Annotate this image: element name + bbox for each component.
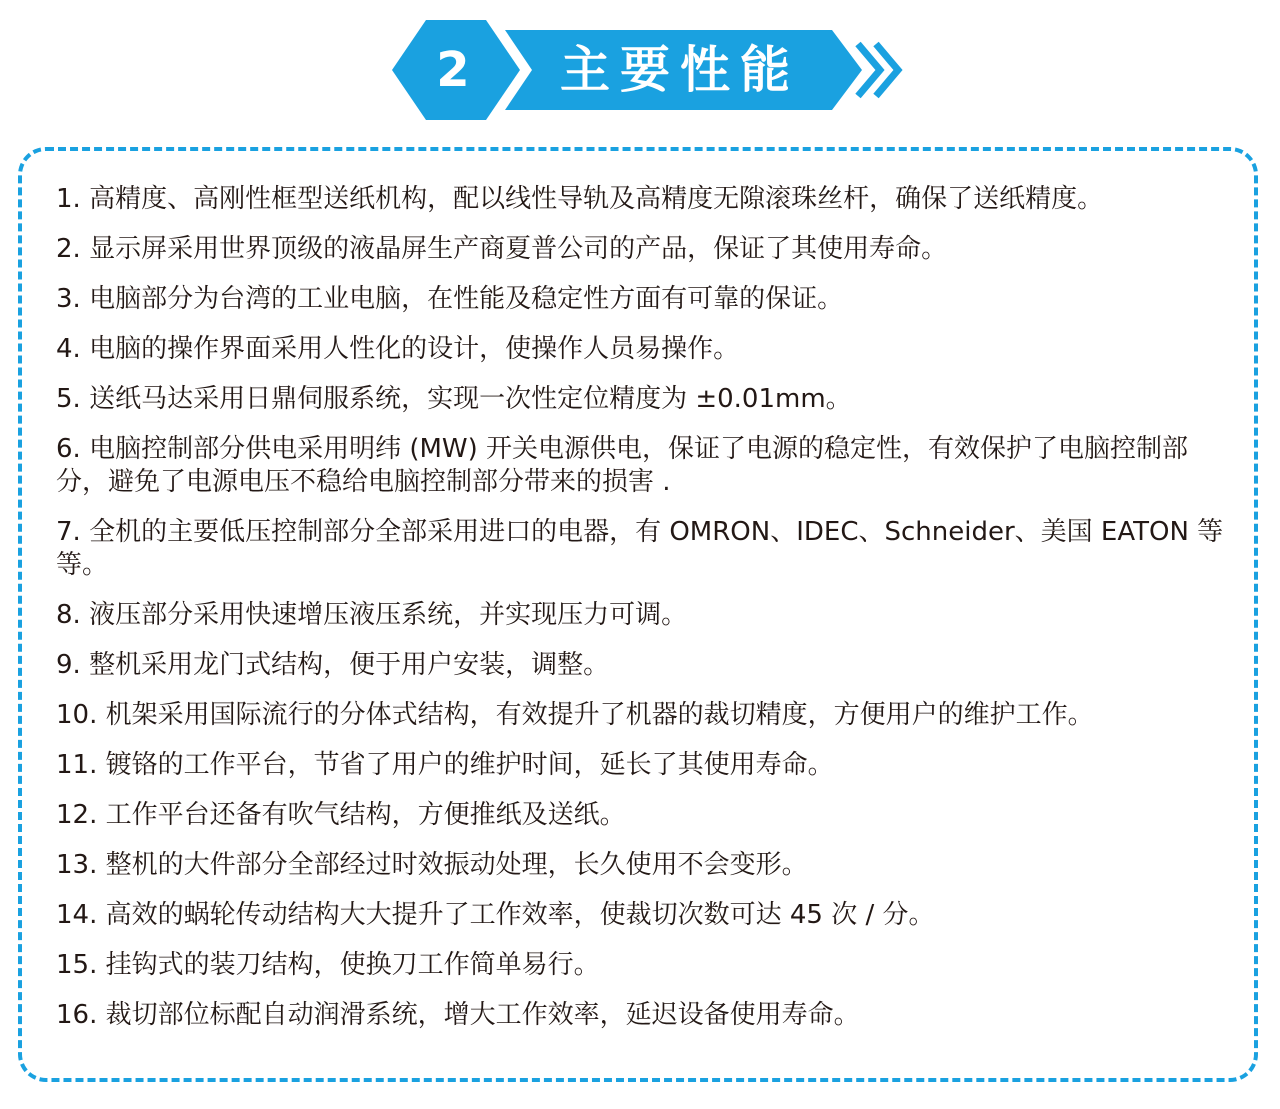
section-title: 主要性能 <box>560 41 800 99</box>
section-number: 2 <box>436 42 470 98</box>
list-item: 10. 机架采用国际流行的分体式结构，有效提升了机器的裁切精度，方便用户的维护工作。 <box>56 700 1094 730</box>
list-item: 11. 镀铬的工作平台，节省了用户的维护时间，延长了其使用寿命。 <box>56 750 834 780</box>
list-item: 15. 挂钩式的装刀结构，使换刀工作简单易行。 <box>56 950 600 980</box>
list-item: 3. 电脑部分为台湾的工业电脑，在性能及稳定性方面有可靠的保证。 <box>56 284 844 314</box>
list-item: 14. 高效的蜗轮传动结构大大提升了工作效率，使裁切次数可达 45 次 / 分。 <box>56 900 935 930</box>
list-item: 13. 整机的大件部分全部经过时效振动处理，长久使用不会变形。 <box>56 850 808 880</box>
list-item: 16. 裁切部位标配自动润滑系统，增大工作效率，延迟设备使用寿命。 <box>56 1000 860 1030</box>
list-item: 5. 送纸马达采用日鼎伺服系统，实现一次性定位精度为 ±0.01mm。 <box>56 384 852 414</box>
list-item: 12. 工作平台还备有吹气结构，方便推纸及送纸。 <box>56 800 626 830</box>
list-item: 9. 整机采用龙门式结构，便于用户安装，调整。 <box>56 650 610 680</box>
list-item: 6. 电脑控制部分供电采用明纬 (MW) 开关电源供电，保证了电源的稳定性，有效保护了电脑控制部分，避免了电源电压不稳给电脑控制部分带来的损害 . <box>56 434 1189 497</box>
list-item: 1. 高精度、高刚性框型送纸机构，配以线性导轨及高精度无隙滚珠丝杆，确保了送纸精度。 <box>56 184 1104 214</box>
features-list <box>56 183 1231 1049</box>
list-item: 8. 液压部分采用快速增压液压系统，并实现压力可调。 <box>56 600 688 630</box>
list-item: 4. 电脑的操作界面采用人性化的设计，使操作人员易操作。 <box>56 334 740 364</box>
list-item: 2. 显示屏采用世界顶级的液晶屏生产商夏普公司的产品，保证了其使用寿命。 <box>56 234 948 264</box>
list-item: 7. 全机的主要低压控制部分全部采用进口的电器，有 OMRON、IDEC、Schneider、美国 EATON 等等。 <box>56 517 1224 580</box>
section-header <box>0 0 1280 130</box>
